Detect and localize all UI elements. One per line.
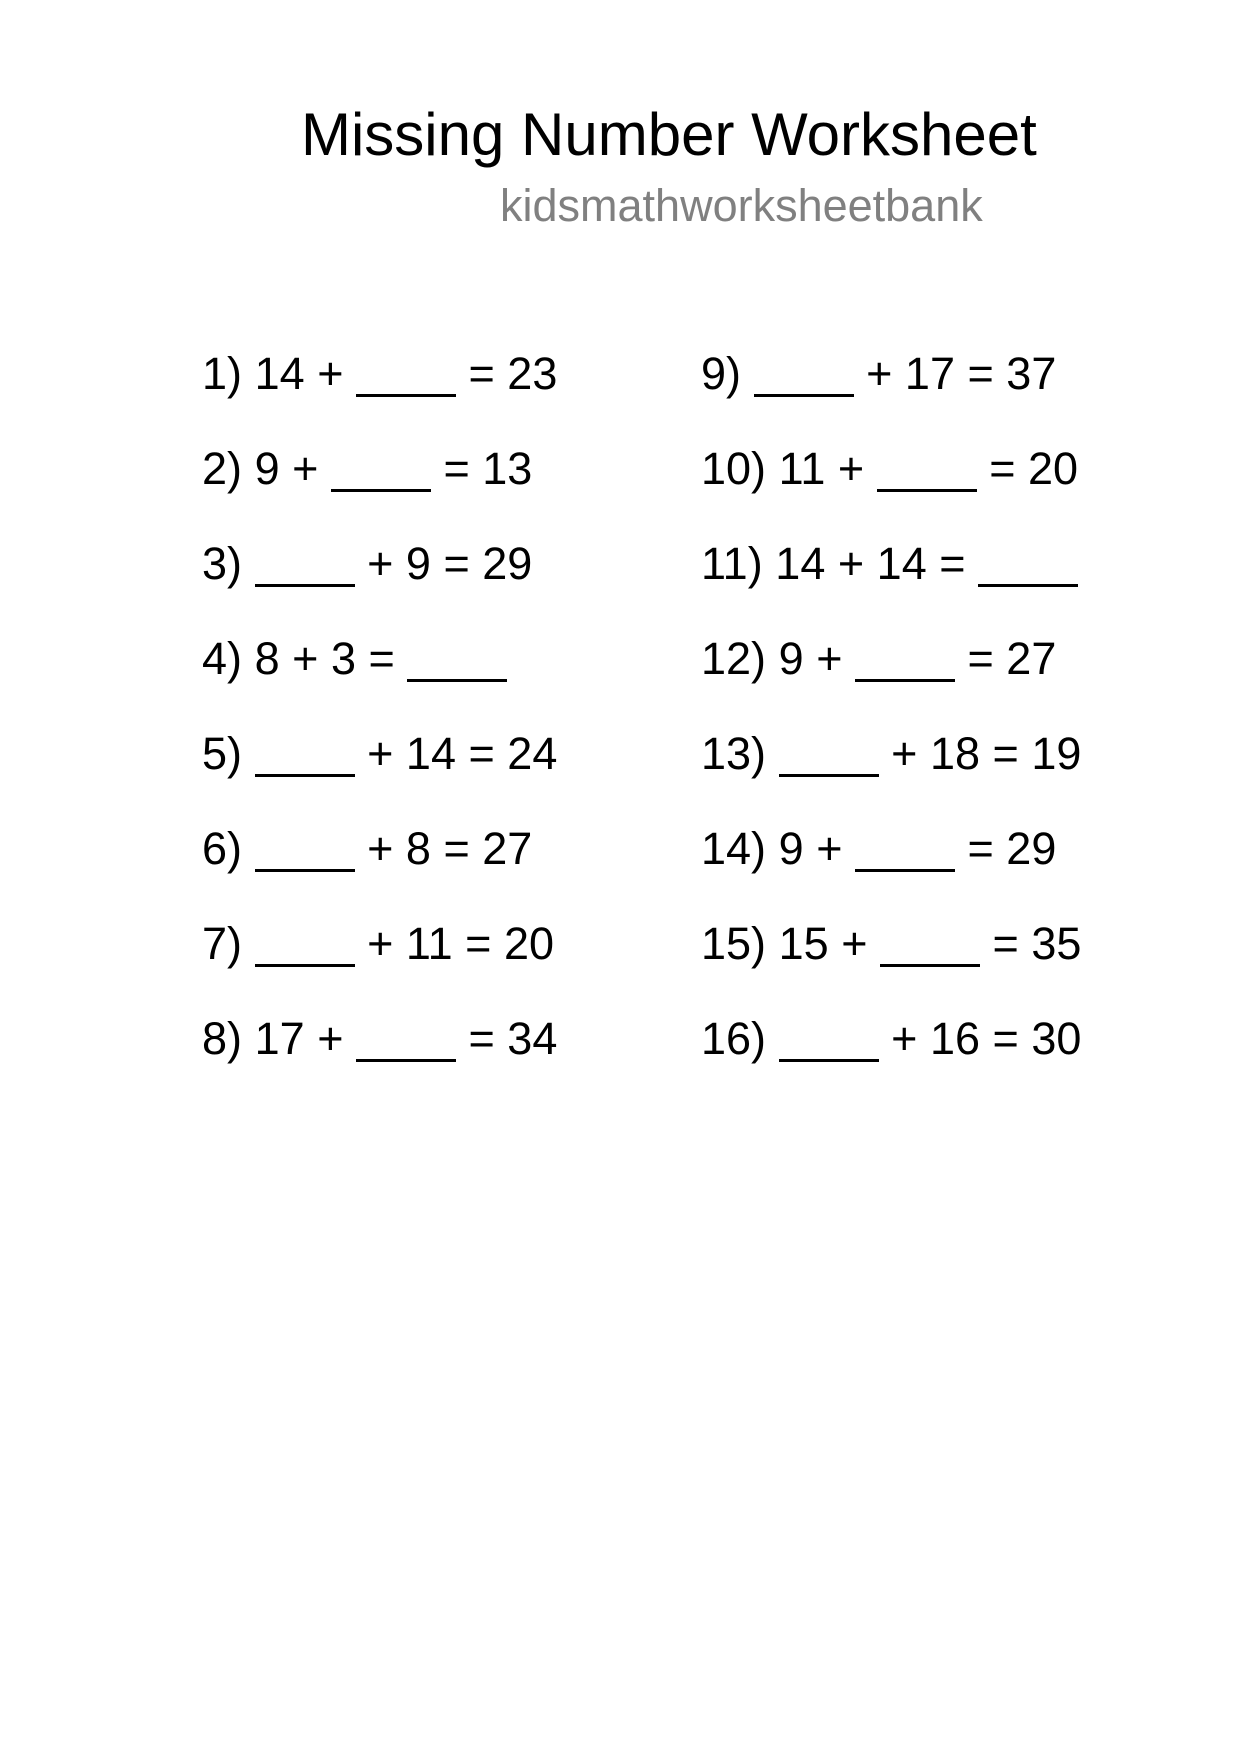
problem-number: 13) [701,728,767,779]
operand-b: 3 [330,633,356,684]
answer-blank[interactable] [356,393,456,397]
operand-a: 9 [254,443,280,494]
plus-sign: + [317,348,344,399]
plus-sign: + [367,918,394,969]
problem-number: 1) [202,348,243,399]
equals-sign: = [443,538,470,589]
plus-sign: + [837,443,865,494]
problem-number: 2) [202,443,243,494]
problem-item [701,1010,1081,1105]
operand-b: 16 [929,1013,981,1064]
operand-a: 15 [778,918,829,969]
plus-sign: + [367,538,394,589]
answer-blank[interactable] [255,963,355,967]
problem-item [202,440,557,535]
answer-blank[interactable] [255,583,355,587]
result: 19 [1031,728,1082,779]
result: 30 [1031,1013,1082,1064]
equals-sign: = [992,1013,1019,1064]
equals-sign: = [368,633,395,684]
plus-sign: + [816,823,843,874]
result: 27 [1006,633,1057,684]
operand-a: 14 [254,348,305,399]
equals-sign: = [967,633,994,684]
problem-number: 10) [701,443,767,494]
plus-sign: + [367,823,394,874]
problem-item [701,725,1081,820]
problem-item [202,630,557,725]
worksheet-subtitle: kidsmathworksheetbank [500,180,983,231]
problem-item [701,630,1081,725]
problem-item [701,440,1081,535]
plus-sign: + [837,538,865,589]
problem-number: 15) [701,918,767,969]
answer-blank[interactable] [407,678,507,682]
problem-number: 5) [202,728,243,779]
plus-sign: + [866,348,893,399]
operand-a: 17 [254,1013,305,1064]
problem-item [202,915,557,1010]
answer-blank[interactable] [331,488,431,492]
operand-b: 14 [405,728,456,779]
problem-number: 6) [202,823,243,874]
plus-sign: + [292,443,319,494]
problem-item [202,820,557,915]
equals-sign: = [468,348,495,399]
equals-sign: = [989,443,1016,494]
problem-item [701,915,1081,1010]
operand-a: 9 [778,823,804,874]
answer-blank[interactable] [779,773,879,777]
equals-sign: = [992,918,1019,969]
problem-item [202,345,557,440]
problem-number: 12) [701,633,767,684]
problem-number: 3) [202,538,243,589]
plus-sign: + [841,918,868,969]
result: 34 [507,1013,558,1064]
answer-blank[interactable] [855,678,955,682]
problems-column-left [202,345,557,1105]
plus-sign: + [816,633,843,684]
answer-blank[interactable] [978,583,1078,587]
equals-sign: = [939,538,966,589]
plus-sign: + [317,1013,344,1064]
problem-number: 14) [701,823,767,874]
problem-number: 4) [202,633,243,684]
operand-a: 11 [778,443,826,494]
equals-sign: = [992,728,1019,779]
plus-sign: + [367,728,394,779]
problem-item [701,535,1081,630]
equals-sign: = [468,1013,495,1064]
result: 29 [482,538,533,589]
operand-b: 18 [929,728,981,779]
equals-sign: = [967,348,994,399]
answer-blank[interactable] [255,868,355,872]
result: 27 [482,823,533,874]
problem-item [701,345,1081,440]
answer-blank[interactable] [779,1058,879,1062]
problems-column-right [701,345,1081,1105]
result: 20 [503,918,555,969]
problem-number: 11) [701,538,763,589]
problem-item [202,725,557,820]
operand-b: 11 [405,918,453,969]
problem-number: 9) [701,348,742,399]
problem-number: 8) [202,1013,243,1064]
equals-sign: = [443,443,470,494]
operand-b: 14 [876,538,927,589]
answer-blank[interactable] [877,488,977,492]
worksheet-title: Missing Number Worksheet [301,101,1037,168]
operand-a: 9 [778,633,804,684]
equals-sign: = [468,728,495,779]
equals-sign: = [443,823,470,874]
answer-blank[interactable] [880,963,980,967]
problem-item [202,535,557,630]
equals-sign: = [967,823,994,874]
result: 37 [1006,348,1057,399]
result: 24 [507,728,558,779]
problem-number: 16) [701,1013,767,1064]
equals-sign: = [465,918,492,969]
problem-item [202,1010,557,1105]
plus-sign: + [292,633,319,684]
result: 23 [507,348,558,399]
problem-number: 7) [202,918,243,969]
plus-sign: + [891,728,918,779]
result: 20 [1027,443,1079,494]
answer-blank[interactable] [255,773,355,777]
problem-item [701,820,1081,915]
answer-blank[interactable] [754,393,854,397]
operand-a: 8 [254,633,280,684]
answer-blank[interactable] [855,868,955,872]
operand-a: 14 [775,538,826,589]
plus-sign: + [891,1013,918,1064]
result: 29 [1006,823,1057,874]
answer-blank[interactable] [356,1058,456,1062]
operand-b: 8 [405,823,431,874]
operand-b: 9 [405,538,431,589]
operand-b: 17 [904,348,955,399]
result: 13 [482,443,533,494]
result: 35 [1031,918,1082,969]
